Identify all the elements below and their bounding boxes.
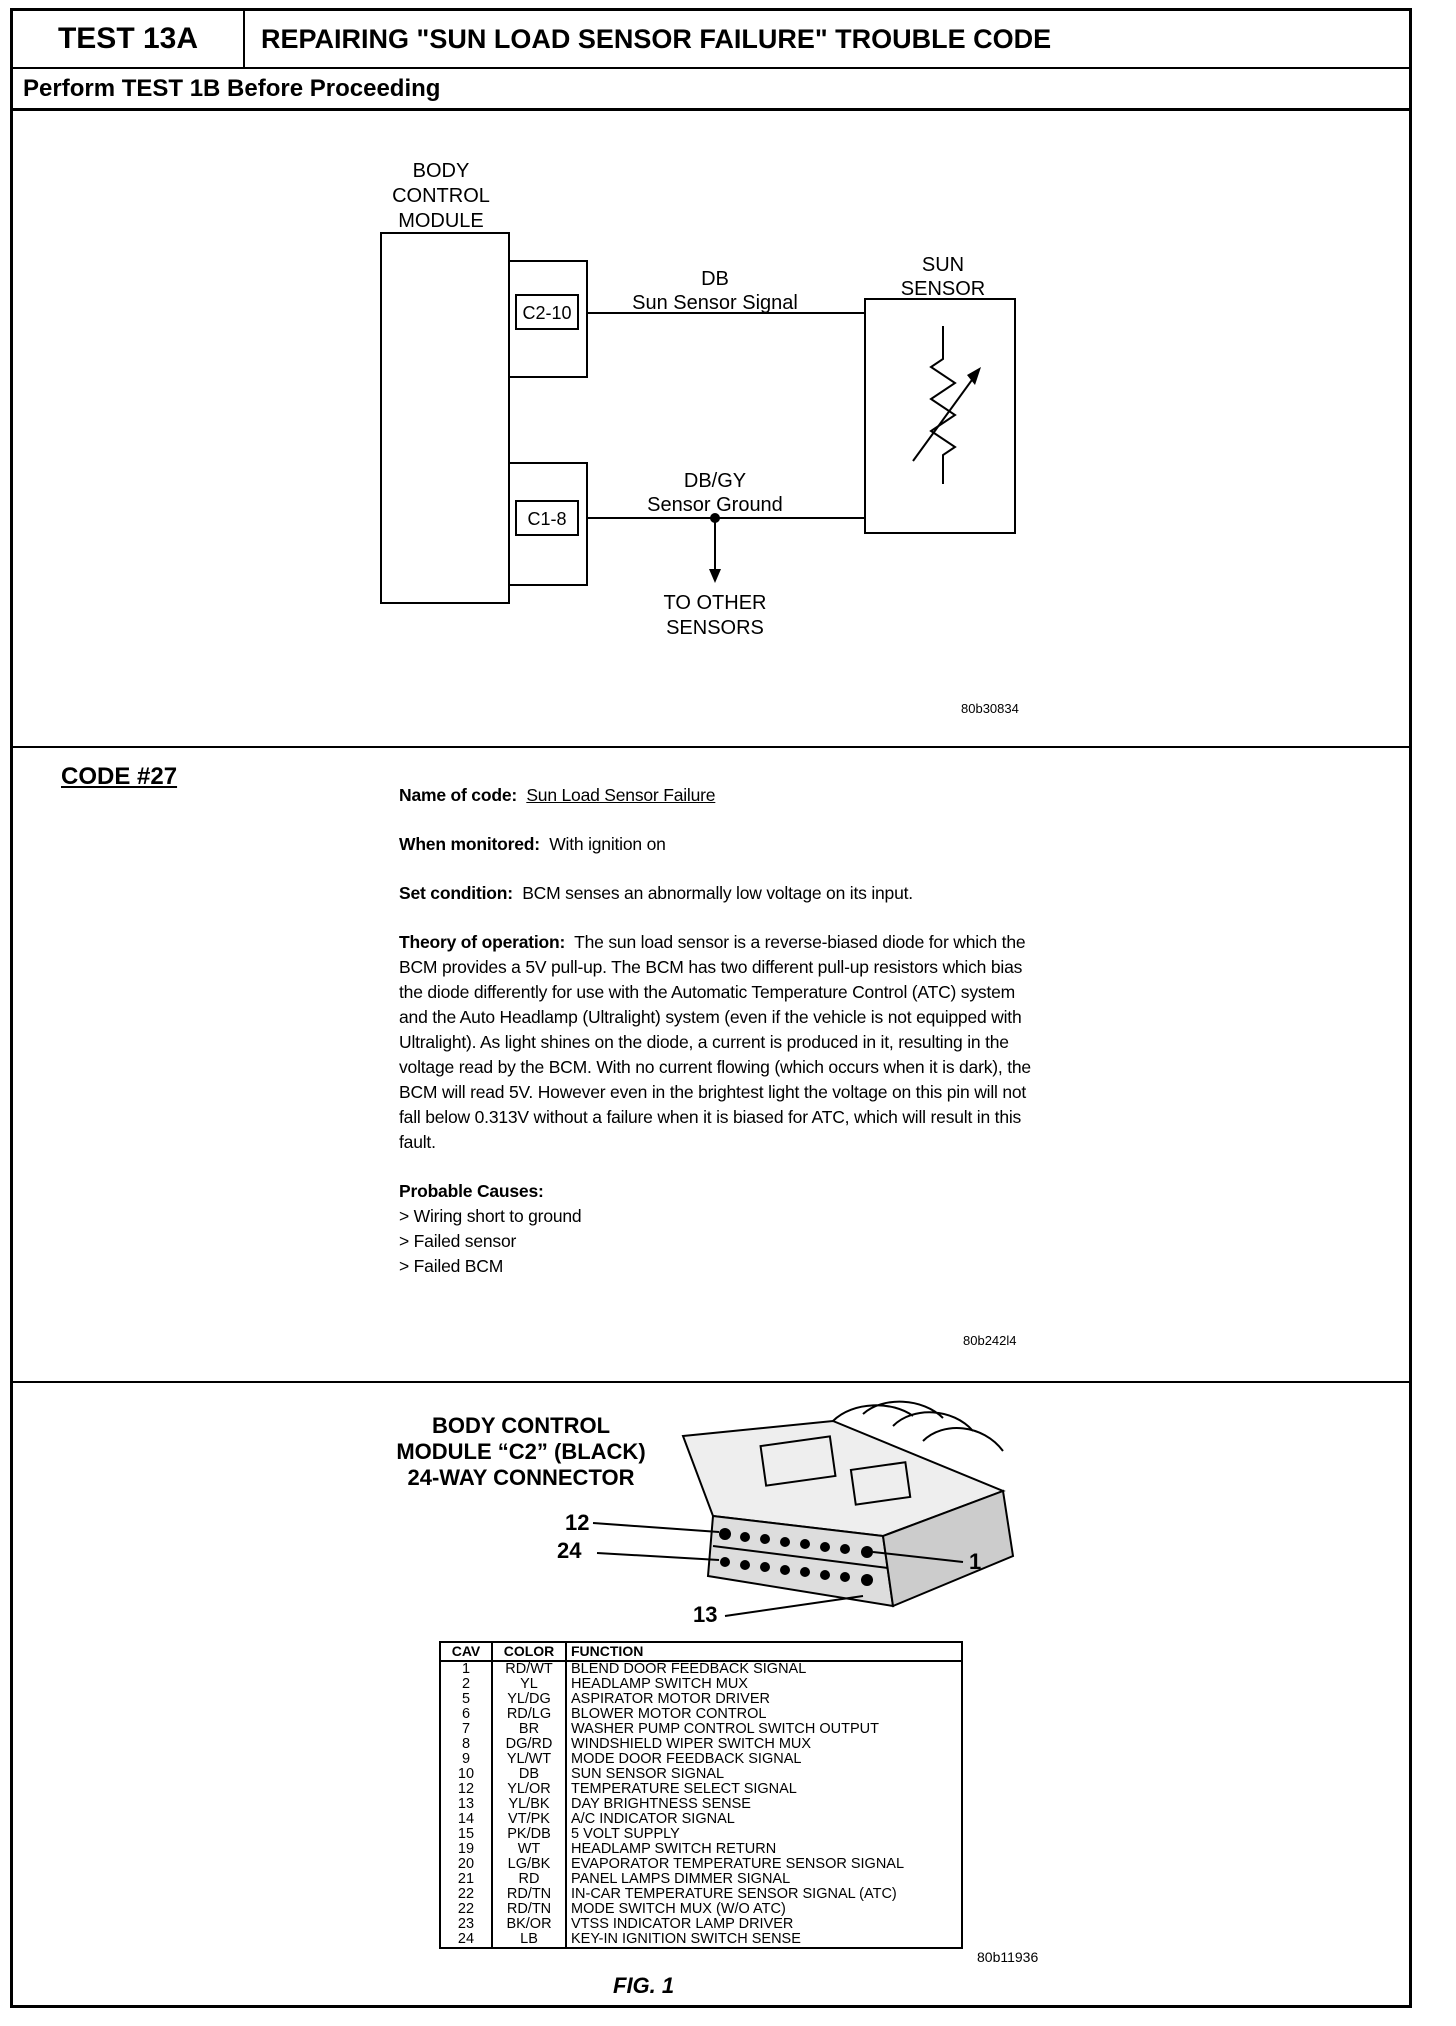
pin-label-1: 1	[969, 1549, 982, 1574]
color-cell: RD/WT	[492, 1661, 566, 1677]
color-cell: YL/OR	[492, 1782, 566, 1797]
cause-item: > Failed sensor	[399, 1231, 517, 1251]
cav-cell: 9	[440, 1752, 492, 1767]
wire-top-name: Sun Sensor Signal	[632, 292, 798, 314]
causes-list	[399, 1204, 1039, 1279]
table-row	[440, 1932, 962, 1948]
wiring-diagram	[13, 111, 1409, 756]
color-cell: PK/DB	[492, 1827, 566, 1842]
table-row	[440, 1842, 962, 1857]
color-cell: YL/DG	[492, 1692, 566, 1707]
cause-item: > Failed BCM	[399, 1256, 504, 1276]
function-cell: MODE SWITCH MUX (W/O ATC)	[571, 1901, 786, 1917]
cav-cell: 14	[440, 1812, 492, 1827]
code-description	[399, 783, 1039, 1279]
color-cell: RD	[492, 1872, 566, 1887]
color-cell: WT	[492, 1842, 566, 1857]
cav-cell: 23	[440, 1917, 492, 1932]
color-cell: LB	[492, 1932, 566, 1948]
set-label: Set condition:	[399, 883, 513, 903]
connector-title-line: BODY CONTROL	[431, 1413, 611, 1438]
table-row	[440, 1677, 962, 1692]
cav-cell: 7	[440, 1722, 492, 1737]
table-row	[440, 1812, 962, 1827]
function-cell: MODE DOOR FEEDBACK SIGNAL	[571, 1751, 802, 1767]
module-label-3: MODULE	[398, 210, 484, 232]
color-cell: RD/TN	[492, 1887, 566, 1902]
pin-c2-10: C2-10	[522, 303, 572, 323]
cav-cell: 13	[440, 1797, 492, 1812]
cav-cell: 12	[440, 1782, 492, 1797]
color-cell: DG/RD	[492, 1737, 566, 1752]
sensor-label-2: SENSOR	[900, 278, 986, 300]
cav-cell: 5	[440, 1692, 492, 1707]
connector-ref: 80b11936	[977, 1949, 1039, 1965]
color-cell: YL/WT	[492, 1752, 566, 1767]
pin-label-13: 13	[693, 1602, 718, 1626]
cav-cell: 20	[440, 1857, 492, 1872]
cav-cell: 21	[440, 1872, 492, 1887]
color-cell: BR	[492, 1722, 566, 1737]
causes-label: Probable Causes:	[399, 1181, 544, 1201]
wire-bottom-color: DB/GY	[683, 470, 747, 492]
table-row	[440, 1917, 962, 1932]
wire-bottom-name: Sensor Ground	[647, 494, 783, 516]
cav-cell: 2	[440, 1677, 492, 1692]
prerequisite-note: Perform TEST 1B Before Proceeding	[13, 67, 1409, 111]
table-header-row	[440, 1642, 962, 1661]
table-row	[440, 1752, 962, 1767]
cause-item: > Wiring short to ground	[399, 1206, 582, 1226]
function-cell: VTSS INDICATOR LAMP DRIVER	[571, 1916, 794, 1932]
function-cell: EVAPORATOR TEMPERATURE SENSOR SIGNAL	[571, 1856, 905, 1872]
figure-caption: FIG. 1	[613, 1973, 675, 1998]
table-row	[440, 1722, 962, 1737]
module-label-2: CONTROL	[392, 185, 490, 207]
table-row	[440, 1872, 962, 1887]
function-cell: BLOWER MOTOR CONTROL	[571, 1706, 767, 1722]
section-divider	[13, 746, 1409, 748]
function-cell: ASPIRATOR MOTOR DRIVER	[571, 1691, 770, 1707]
connector-title-line: MODULE “C2” (BLACK)	[396, 1439, 646, 1464]
table-row	[440, 1887, 962, 1902]
code-number: CODE #27	[61, 763, 178, 790]
table-row	[440, 1767, 962, 1782]
table-row	[440, 1827, 962, 1842]
cav-cell: 22	[440, 1887, 492, 1902]
table-row	[440, 1782, 962, 1797]
color-cell: DB	[492, 1767, 566, 1782]
cav-cell: 22	[440, 1902, 492, 1917]
cav-cell: 6	[440, 1707, 492, 1722]
header	[13, 11, 1409, 69]
name-value: Sun Load Sensor Failure	[526, 785, 716, 805]
sensor-label-1: SUN	[921, 254, 965, 276]
cav-cell: 8	[440, 1737, 492, 1752]
monitored-label: When monitored:	[399, 834, 540, 854]
function-cell: DAY BRIGHTNESS SENSE	[571, 1796, 751, 1812]
section-divider	[13, 1381, 1409, 1383]
theory-label: Theory of operation:	[399, 932, 566, 952]
function-cell: KEY-IN IGNITION SWITCH SENSE	[571, 1931, 801, 1947]
table-row	[440, 1797, 962, 1812]
pin-label-24: 24	[557, 1538, 582, 1563]
table-row	[440, 1692, 962, 1707]
cav-cell: 10	[440, 1767, 492, 1782]
connector-illustration	[533, 1396, 1033, 1626]
table-row	[440, 1661, 962, 1677]
monitored-value: With ignition on	[549, 834, 666, 854]
header-color: COLOR	[492, 1642, 566, 1661]
function-cell: HEADLAMP SWITCH RETURN	[571, 1841, 777, 1857]
color-cell: VT/PK	[492, 1812, 566, 1827]
diagram-ref: 80b30834	[961, 701, 1019, 716]
cavity-table	[439, 1641, 963, 1949]
to-other-2: SENSORS	[666, 617, 764, 639]
cav-cell: 19	[440, 1842, 492, 1857]
function-cell: A/C INDICATOR SIGNAL	[571, 1811, 735, 1827]
color-cell: LG/BK	[492, 1857, 566, 1872]
table-row	[440, 1857, 962, 1872]
table-row	[440, 1707, 962, 1722]
color-cell: BK/OR	[492, 1917, 566, 1932]
function-cell: WINDSHIELD WIPER SWITCH MUX	[571, 1736, 812, 1752]
function-cell: PANEL LAMPS DIMMER SIGNAL	[571, 1871, 791, 1887]
function-cell: BLEND DOOR FEEDBACK SIGNAL	[571, 1661, 807, 1677]
test-page	[10, 8, 1412, 2008]
table-row	[440, 1902, 962, 1917]
cav-cell: 24	[440, 1932, 492, 1948]
function-cell: HEADLAMP SWITCH MUX	[571, 1676, 748, 1692]
color-cell: RD/LG	[492, 1707, 566, 1722]
header-cav: CAV	[440, 1642, 492, 1661]
function-cell: WASHER PUMP CONTROL SWITCH OUTPUT	[571, 1721, 879, 1737]
function-cell: IN-CAR TEMPERATURE SENSOR SIGNAL (ATC)	[571, 1886, 897, 1902]
color-cell: RD/TN	[492, 1902, 566, 1917]
cav-cell: 15	[440, 1827, 492, 1842]
cavity-table-body	[440, 1661, 962, 1948]
connector-title-line: 24-WAY CONNECTOR	[407, 1465, 635, 1490]
function-cell: SUN SENSOR SIGNAL	[571, 1766, 725, 1782]
cav-cell: 1	[440, 1661, 492, 1677]
wire-top-color: DB	[701, 268, 729, 290]
color-cell: YL/BK	[492, 1797, 566, 1812]
pin-label-12: 12	[565, 1510, 590, 1535]
module-label-1: BODY	[412, 160, 470, 182]
header-function: FUNCTION	[566, 1642, 962, 1661]
table-row	[440, 1737, 962, 1752]
test-title: REPAIRING "SUN LOAD SENSOR FAILURE" TROUBLE CODE	[261, 24, 1052, 54]
color-cell: YL	[492, 1677, 566, 1692]
function-cell: 5 VOLT SUPPLY	[571, 1826, 680, 1842]
test-id: TEST 13A	[13, 11, 245, 67]
name-label: Name of code:	[399, 785, 517, 805]
set-value: BCM senses an abnormally low voltage on its input.	[522, 883, 913, 903]
pin-c1-8: C1-8	[527, 509, 567, 529]
code-ref: 80b242l4	[963, 1333, 1017, 1348]
function-cell: TEMPERATURE SELECT SIGNAL	[571, 1781, 797, 1797]
to-other-1: TO OTHER	[663, 592, 767, 614]
theory-value: The sun load sensor is a reverse-biased diode for which the BCM provides a 5V pull-up. The BCM has two different pull-up resistors which bias the diode differently for use with the Automatic Temperature Control (ATC) system and the Auto Headlamp (Ultralight) system (even if the vehicle is not equipped with Ultralight). As light shines on the diode, a current is produced in it, resulting in the voltage read by the BCM. With no current flowing (which occurs when it is dark), the BCM will read 5V. However even in the brightest light the voltage on this pin will not fall below 0.313V without a failure when it is biased for ATC, which will result in this fault.	[399, 932, 1031, 1152]
